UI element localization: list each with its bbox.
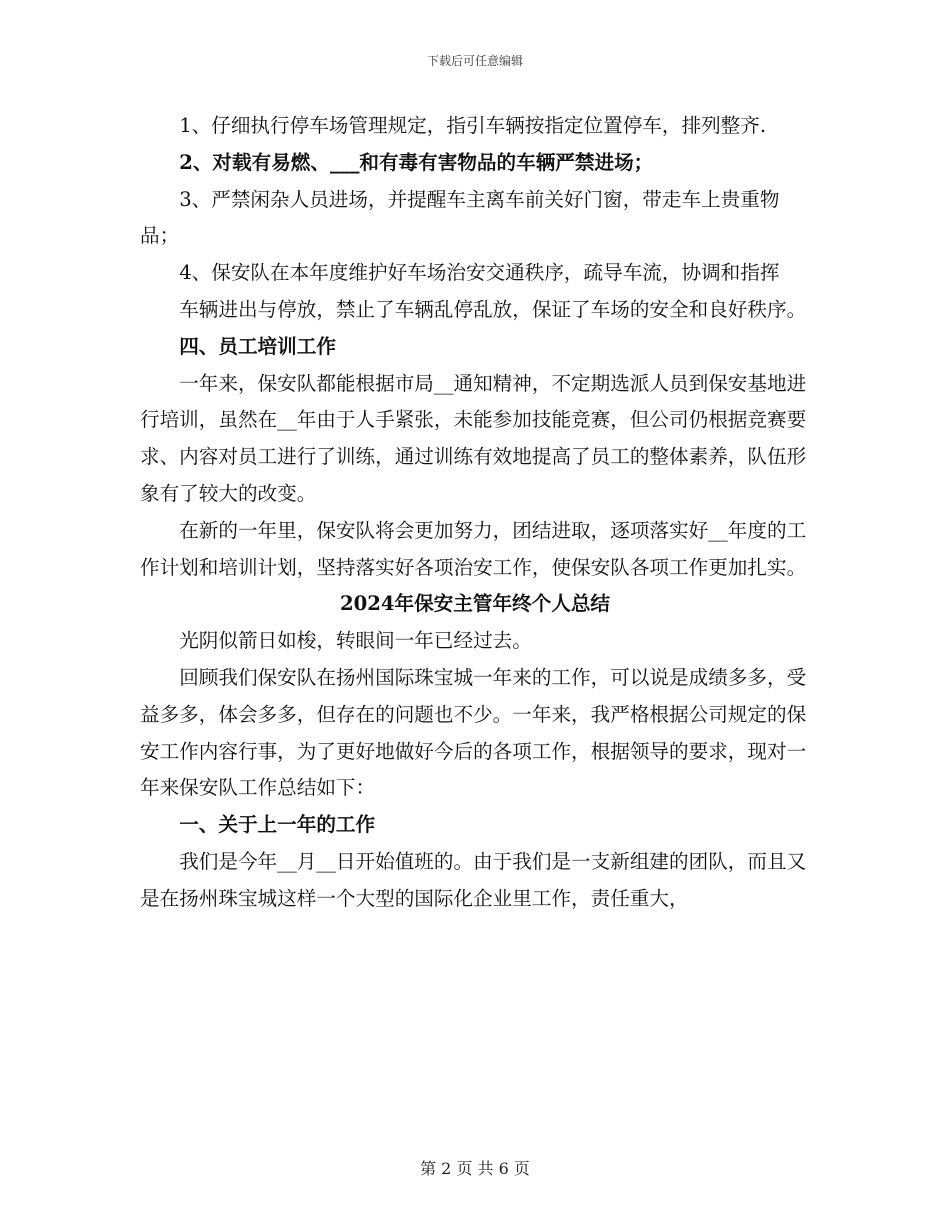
paragraph-1: 1、仔细执行停车场管理规定，指引车辆按指定位置停车，排列整齐. [179, 114, 767, 137]
paragraph-3: 3、严禁闲杂人员进场，并提醒车主离车前关好门窗，带走车上贵重物品； [140, 187, 780, 248]
paragraph-7: 一年来，保安队都能根据市局__通知精神，不定期选派人员到保安基地进行培训，虽然在__年由于人手紧张，未能参加技能竞赛，但公司仍根据竞赛要求、内容对员工进行了训练，通过训练有效地提高了员工的整体素养，队伍形象有了较大的改变。 [140, 371, 807, 505]
paragraph-13: 我们是今年__月__日开始值班的。由于我们是一支新组建的团队，而且又是在扬州珠宝城这样一个大型的国际化企业里工作，责任重大， [140, 849, 807, 910]
paragraph-8: 在新的一年里，保安队将会更加努力，团结进取，逐项落实好__年度的工作计划和培训计划，坚持落实好各项治安工作，使保安队各项工作更加扎实。 [140, 518, 807, 579]
paragraph-10: 光阴似箭日如梭，转眼间一年已经过去。 [179, 629, 532, 653]
paragraph-5: 车辆进出与停放，禁止了车辆乱停乱放，保证了车场的安全和良好秩序。 [179, 297, 807, 321]
paragraph-2: 2、对载有易燃、___和有毒有害物品的车辆严禁进场； [179, 150, 654, 174]
section-heading-last-year-work: 一、关于上一年的工作 [179, 813, 376, 837]
page-footer: 第 2 页 共 6 页 [420, 1159, 530, 1178]
document-body [140, 108, 810, 918]
section-heading-staff-training: 四、员工培训工作 [179, 334, 336, 358]
paragraph-4: 4、保安队在本年度维护好车场治安交通秩序，疏导车流，协调和指挥 [179, 261, 780, 285]
page-header: 下载后可任意编辑 [426, 54, 523, 68]
paragraph-11: 回顾我们保安队在扬州国际珠宝城一年来的工作，可以说是成绩多多，受益多多，体会多多，但存在的问题也不少。一年来，我严格根据公司规定的保安工作内容行事，为了更好地做好今后的各项工作，根据领导的要求，现对一年来保安队工作总结如下： [140, 665, 807, 800]
document-title: 2024年保安主管年终个人总结 [339, 592, 611, 616]
